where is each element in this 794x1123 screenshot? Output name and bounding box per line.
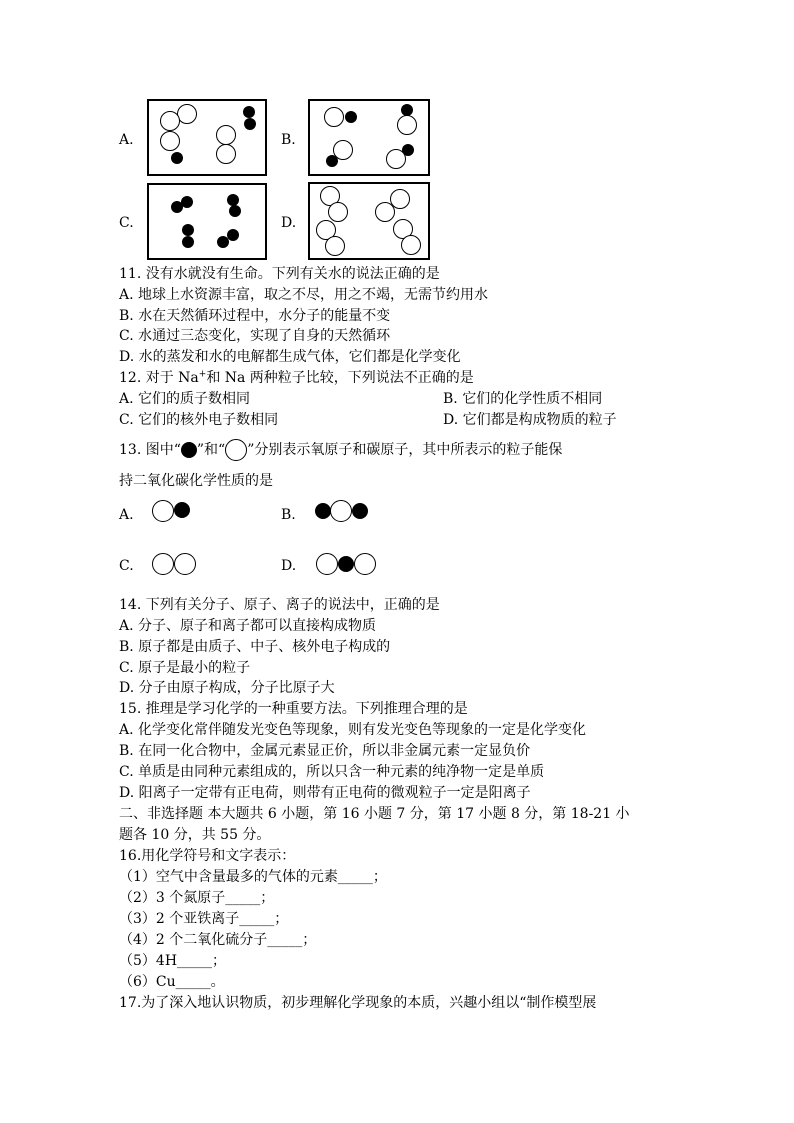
carbon-atom (330, 500, 352, 522)
q10-option-a-diagram (147, 99, 267, 176)
carbon-atom (152, 553, 174, 575)
white-atom (375, 202, 395, 222)
q10-option-c-diagram (147, 183, 267, 260)
q10-option-b-diagram (308, 99, 430, 176)
black-atom (345, 111, 357, 123)
q10-option-a-label: A. (119, 132, 134, 148)
oxygen-atom (315, 503, 331, 519)
black-atom (182, 236, 194, 248)
q16-item-5: （5）4H_____； (119, 953, 227, 969)
q13-stem-line1: 13. 图中“ ”和“ ”分别表示氧原子和碳原子，其中所表示的粒子能保 (119, 439, 562, 461)
q14-option-b: B. 原子都是由质子、中子、核外电子构成的 (119, 639, 391, 655)
white-atom (325, 236, 345, 256)
carbon-atom-icon (225, 439, 247, 461)
q15-stem: 15. 推理是学习化学的一种重要方法。下列推理合理的是 (119, 701, 468, 717)
q12-stem: 12. 对于 Na+和 Na 两种粒子比较，下列说法不正确的是 (119, 369, 474, 386)
q10-option-d-diagram (308, 182, 430, 260)
q16-item-6: （6）Cu_____。 (119, 974, 225, 990)
q11-option-a: A. 地球上水资源丰富，取之不尽，用之不竭，无需节约用水 (119, 287, 489, 303)
white-atom (160, 131, 180, 151)
section2-header-line1: 二、非选择题 本大题共 6 小题，第 16 小题 7 分，第 17 小题 8 分，第 18-21 小 (119, 806, 630, 822)
black-atom (229, 205, 241, 217)
black-atom (243, 106, 255, 118)
white-atom (328, 202, 348, 222)
q15-option-a: A. 化学变化常伴随发光变色等现象，则有发光变色等现象的一定是化学变化 (119, 722, 587, 738)
q16-stem: 16.用化学符号和文字表示： (119, 848, 296, 864)
q11-option-d: D. 水的蒸发和水的电解都生成气体，它们都是化学变化 (119, 349, 461, 365)
oxygen-atom (174, 502, 190, 518)
q11-option-b: B. 水在天然循环过程中，水分子的能量不变 (119, 308, 391, 324)
black-atom (171, 152, 183, 164)
q16-item-1: （1）空气中含量最多的气体的元素_____； (119, 869, 387, 885)
carbon-atom (316, 553, 338, 575)
white-atom (401, 235, 421, 255)
q14-stem: 14. 下列有关分子、原子、离子的说法中，正确的是 (119, 597, 440, 613)
white-atom (386, 149, 406, 169)
q16-item-4: （4）2 个二氧化硫分子_____； (119, 932, 317, 948)
white-atom (216, 144, 236, 164)
oxygen-atom (352, 503, 368, 519)
white-atom (216, 125, 236, 145)
q11-option-c: C. 水通过三态变化，实现了自身的天然循环 (119, 328, 391, 344)
white-atom (324, 107, 344, 127)
q10-option-c-label: C. (119, 215, 134, 231)
q12-option-c: C. 它们的核外电子数相同 (119, 412, 279, 428)
oxygen-atom (338, 556, 354, 572)
q10-option-b-label: B. (281, 132, 296, 148)
carbon-atom (152, 500, 174, 522)
q14-option-a: A. 分子、原子和离子都可以直接构成物质 (119, 618, 377, 634)
q10-option-d-label: D. (281, 215, 297, 231)
carbon-atom (354, 553, 376, 575)
q14-option-d: D. 分子由原子构成，分子比原子大 (119, 680, 335, 696)
q13-option-c-label: C. (119, 558, 134, 574)
q13-option-b-label: B. (281, 507, 296, 523)
black-atom (171, 201, 183, 213)
white-atom (177, 104, 197, 124)
oxygen-atom-icon (181, 442, 197, 458)
q12-option-a: A. 它们的质子数相同 (119, 391, 251, 407)
q12-option-d: D. 它们都是构成物质的粒子 (443, 412, 617, 428)
q15-option-d: D. 阳离子一定带有正电荷，则带有正电荷的微观粒子一定是阳离子 (119, 785, 531, 801)
q15-option-b: B. 在同一化合物中，金属元素显正价，所以非金属元素一定显负价 (119, 743, 531, 759)
q13-option-a-label: A. (119, 507, 134, 523)
black-atom (244, 118, 256, 130)
black-atom (227, 229, 239, 241)
q17-stem: 17.为了深入地认识物质，初步理解化学现象的本质，兴趣小组以“制作模型展 (119, 995, 597, 1011)
black-atom (326, 155, 338, 167)
black-atom (182, 224, 194, 236)
q13-stem-line2: 持二氧化碳化学性质的是 (119, 473, 273, 489)
section2-header-line2: 题各 10 分，共 55 分。 (119, 827, 271, 843)
white-atom (397, 115, 417, 135)
q16-item-3: （3）2 个亚铁离子_____； (119, 911, 289, 927)
q12-option-b: B. 它们的化学性质不相同 (443, 391, 603, 407)
q13-option-d-label: D. (281, 558, 297, 574)
carbon-atom (174, 553, 196, 575)
q15-option-c: C. 单质是由同种元素组成的，所以只含一种元素的纯净物一定是单质 (119, 764, 545, 780)
black-atom (217, 236, 229, 248)
q16-item-2: （2）3 个氮原子_____； (119, 890, 275, 906)
q14-option-c: C. 原子是最小的粒子 (119, 660, 251, 676)
white-atom (160, 111, 180, 131)
q11-stem: 11. 没有水就没有生命。下列有关水的说法正确的是 (119, 266, 440, 282)
